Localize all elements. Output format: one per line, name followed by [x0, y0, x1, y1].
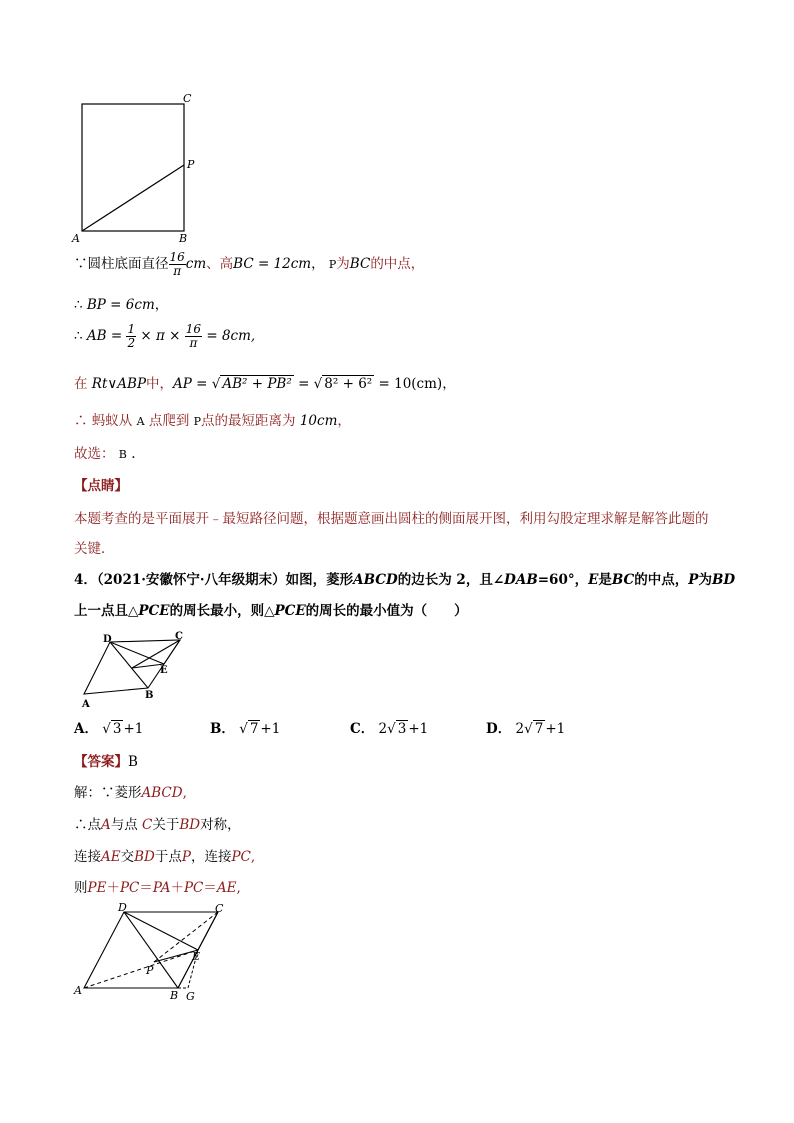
label-D: D	[103, 634, 112, 645]
text: B	[118, 448, 127, 461]
text: .	[131, 446, 136, 462]
text: ∴	[74, 297, 83, 313]
label-D: D	[118, 901, 127, 914]
label-E: E	[192, 950, 201, 963]
text: ，	[311, 256, 325, 272]
figure-rectangle	[68, 90, 208, 250]
text: AB =	[86, 328, 123, 344]
line-1	[74, 251, 424, 278]
text: cm	[185, 256, 207, 272]
text: Rt∨ABP	[91, 376, 147, 392]
text: = 10(cm)	[378, 376, 443, 392]
label-A: A	[72, 232, 80, 245]
label-E: E	[160, 665, 168, 676]
text: BC = 12cm	[233, 256, 312, 272]
line-2	[74, 293, 168, 313]
figure-rhombus-solution	[68, 900, 238, 1005]
label-C: C	[215, 902, 224, 915]
option-d[interactable]: D． 2√ 7 +1	[486, 721, 566, 737]
explanation-line-1: 本题考查的是平面展开﹣最短路径问题，根据题意画出圆柱的侧面展开图，利用勾股定理求解是解答此题的	[74, 511, 709, 527]
label-P: P	[146, 964, 154, 977]
text: A	[136, 415, 145, 428]
text: P	[328, 258, 337, 271]
label-A: A	[82, 699, 90, 710]
text: ，	[442, 376, 456, 392]
text: 在	[74, 376, 88, 392]
text: = 8cm,	[206, 328, 256, 344]
label-P: P	[187, 158, 195, 171]
text: × π ×	[140, 328, 181, 344]
label-C: C	[183, 92, 192, 105]
sqrt-expr: 8² + 6²	[324, 376, 373, 392]
question-4-line-2: 上一点且△PCE的周长最小，则△PCE的周长的最小值为（ ）	[74, 603, 468, 619]
text: ∴	[74, 328, 83, 344]
option-c[interactable]: C． 2√ 3 +1	[350, 721, 429, 737]
answer: 【答案】B	[74, 754, 138, 770]
label-C: C	[175, 631, 183, 642]
solution-line-3: 连接AE交BD于点P，连接PC,	[74, 849, 256, 865]
solution-line-2: ∴点A与点 C关于BD对称，	[74, 817, 241, 833]
line-6	[74, 442, 135, 462]
text: BC	[349, 256, 371, 272]
text: 点的最短距离为	[201, 413, 296, 429]
sqrt-expr: AB² + PB²	[222, 376, 292, 392]
line-4: 在 Rt∨ABP中，AP = √ AB² + PB² = √ 8² + 6² = 10(cm)，	[74, 376, 456, 392]
text: ∵圆柱底面直径	[74, 256, 169, 272]
text: BP = 6cm	[86, 297, 155, 313]
text: 故选：	[74, 446, 115, 462]
fraction-16-pi: $\frac{16}{\pi}$	[185, 322, 202, 350]
text: ，	[154, 297, 169, 313]
text: 10cm	[299, 413, 338, 429]
fraction-1-2: $\frac{1}{2}$	[127, 322, 136, 350]
dianjing-heading: 【点睛】	[74, 478, 128, 494]
label-A: A	[74, 984, 82, 997]
text: AP =	[173, 376, 208, 392]
label-B: B	[170, 989, 179, 1002]
option-a[interactable]: A． √ 3 +1	[74, 721, 144, 737]
text: 、高	[206, 256, 234, 272]
text: ，	[337, 413, 351, 429]
label-G: G	[186, 990, 195, 1003]
label-B: B	[145, 690, 154, 701]
explanation-line-2: 关键．	[74, 541, 115, 557]
line-3	[74, 323, 255, 350]
text: 点爬到	[148, 413, 190, 429]
question-4-line-1: 4．（2021·安徽怀宁·八年级期末）如图，菱形ABCD的边长为 2，且∠DAB=60°，E是BC的中点，P为BD	[74, 572, 736, 588]
line-5	[74, 409, 351, 429]
text: 的中点，	[370, 256, 425, 272]
text: 中，	[146, 376, 174, 392]
solution-line-4: 则PE＋PC＝PA＋PC＝AE,	[74, 880, 241, 896]
figure-rhombus	[70, 628, 200, 710]
fraction-16-pi: $\frac{16}{\pi}$	[169, 250, 185, 278]
text: =	[298, 376, 310, 392]
text: 为	[336, 256, 350, 272]
option-b[interactable]: B． √ 7 +1	[210, 721, 281, 737]
label-B: B	[179, 232, 188, 245]
solution-line-1: 解：∵菱形ABCD,	[74, 785, 187, 801]
text: P	[193, 415, 202, 428]
text: ∴ 蚂蚁从	[74, 413, 133, 429]
